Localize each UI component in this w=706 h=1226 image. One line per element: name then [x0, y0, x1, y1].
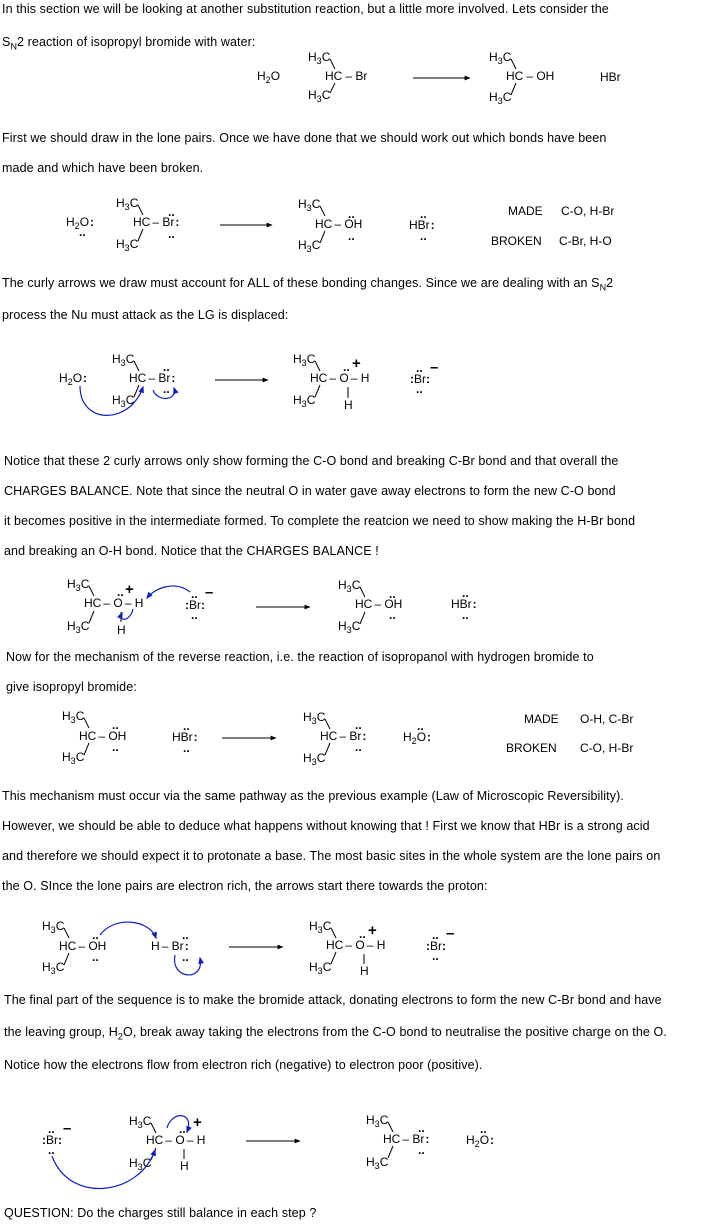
svg-text:H3C: $H_3C$: [489, 50, 512, 66]
svg-text:H3C: $H_3C$: [112, 393, 135, 409]
svg-text:H3C: $H_3C$: [62, 709, 85, 725]
svg-text:H3C: $H_3C$: [112, 352, 135, 368]
paragraph-pathway-line3: and therefore we should expect it to protonate a base. The most basic sites in the whole system are the lone pairs on: [2, 849, 661, 863]
svg-text:..: ..: [48, 1122, 55, 1136]
svg-text:H3C: $H_3C$: [129, 1156, 152, 1172]
svg-text:–: –: [446, 925, 455, 942]
svg-text:H3C: $H_3C$: [42, 919, 65, 935]
svg-text:..: ..: [168, 205, 175, 219]
svg-text:..: ..: [92, 950, 99, 964]
scheme-5: [62, 709, 633, 767]
svg-text:H3C: $H_3C$: [338, 619, 361, 635]
curly-arrow-proton-abstraction: [147, 586, 190, 598]
svg-text:..: ..: [462, 608, 469, 622]
svg-text:..: ..: [48, 1143, 55, 1157]
svg-text:HC– O– H: HC – O – H: [146, 1133, 206, 1147]
svg-text:HC– Br:: HC – Br:: [133, 215, 180, 229]
svg-text:H3C: $H_3C$: [308, 50, 331, 66]
svg-text:..: ..: [183, 741, 190, 755]
svg-text:H3C: $H_3C$: [67, 619, 90, 635]
svg-text:..: ..: [462, 586, 469, 600]
svg-text:..: ..: [168, 227, 175, 241]
svg-text:H3C: $H_3C$: [489, 90, 512, 106]
made-value-2: O-H, C-Br: [580, 712, 634, 726]
svg-text:H3C: $H_3C$: [42, 960, 65, 976]
isopropanol: [489, 50, 554, 106]
svg-text:H3C: $H_3C$: [298, 238, 321, 254]
paragraph-intro-line1: In this section we will be looking at another substitution reaction, but a little more involved. Lets consider the: [2, 2, 609, 16]
paragraph-curly-arrows-line2: process the Nu must attack as the LG is displaced:: [2, 308, 289, 322]
svg-text:..: ..: [417, 719, 424, 733]
scheme-1: [257, 50, 621, 106]
svg-text:H3C: $H_3C$: [309, 960, 332, 976]
svg-text:..: ..: [343, 360, 350, 374]
svg-text:H3C: $H_3C$: [303, 710, 326, 726]
svg-text:HC– OH: HC – OH: [79, 729, 127, 743]
svg-text:..: ..: [389, 587, 396, 601]
svg-text::Br:: :Br:: [185, 598, 205, 612]
svg-text:H: H: [117, 623, 126, 637]
scheme-4: [67, 577, 477, 637]
svg-text:..: ..: [480, 1122, 487, 1136]
svg-text:H3C: $H_3C$: [116, 237, 139, 253]
svg-text:H3C: $H_3C$: [293, 352, 316, 368]
paragraph-reverse-line2: give isopropyl bromide:: [6, 680, 137, 694]
svg-text:..: ..: [183, 719, 190, 733]
broken-value-1: C-Br, H-O: [559, 234, 612, 248]
svg-text:..: ..: [420, 207, 427, 221]
svg-text:HBr:: HBr:: [409, 218, 435, 232]
broken-value-2: C-O, H-Br: [580, 741, 634, 755]
svg-text:H3C: $H_3C$: [309, 919, 332, 935]
svg-text:H3C: $H_3C$: [338, 578, 361, 594]
svg-text:HC– Br:: HC – Br:: [320, 729, 367, 743]
svg-text:H3C: $H_3C$: [62, 750, 85, 766]
svg-text:..: ..: [182, 950, 189, 964]
svg-text:HC– Br:: HC – Br:: [383, 1132, 430, 1146]
made-label-1: MADE: [508, 204, 543, 218]
svg-text:HC– Br: HC – Br: [325, 69, 368, 83]
svg-text:H2O:: $H_2O$:: [59, 371, 88, 387]
svg-text:..: ..: [191, 608, 198, 622]
svg-text:H3C: $H_3C$: [308, 88, 331, 104]
paragraph-pathway-line2: However, we should be able to deduce what happens without knowing that ! First we know that HBr is a strong acid: [2, 819, 650, 833]
svg-text::Br:: :Br:: [42, 1133, 62, 1147]
svg-text:..: ..: [418, 1143, 425, 1157]
scheme-7: [42, 1113, 494, 1189]
svg-text:H3C: $H_3C$: [366, 1113, 389, 1129]
svg-text:H3C: $H_3C$: [293, 393, 316, 409]
made-label-2: MADE: [524, 712, 559, 726]
svg-text:..: ..: [432, 949, 439, 963]
svg-text:..: ..: [191, 587, 198, 601]
svg-text:..: ..: [79, 225, 86, 239]
svg-text:H: H: [360, 964, 369, 978]
svg-text:HC– OH: HC – OH: [59, 939, 107, 953]
paragraph-final-line1: The final part of the sequence is to make the bromide attack, donating electrons to form the new C-Br bond and have: [4, 993, 662, 1007]
svg-text:HC– O– H: HC – O – H: [326, 938, 386, 952]
question-text: QUESTION: Do the charges still balance in each step ?: [4, 1206, 317, 1220]
svg-text:H2O:: $H_2O$:: [66, 215, 95, 231]
svg-text:H: H: [344, 398, 353, 412]
paragraph-reverse-line1: Now for the mechanism of the reverse reaction, i.e. the reaction of isopropanol with hydrogen bromide to: [6, 650, 594, 664]
paragraph-notice-line3: it becomes positive in the intermediate formed. To complete the reatcion we need to show making the H-Br bond: [4, 514, 636, 528]
svg-text:H3C: $H_3C$: [129, 1114, 152, 1130]
svg-text::Br:: :Br:: [426, 939, 446, 953]
paragraph-notice-line4: and breaking an O-H bond. Notice that the CHARGES BALANCE !: [4, 544, 379, 558]
svg-text:+: +: [368, 922, 377, 939]
paragraph-lone-pairs-line2: made and which have been broken.: [2, 161, 204, 175]
svg-text:..: ..: [432, 928, 439, 942]
svg-text:H3C: $H_3C$: [298, 197, 321, 213]
svg-text:HBr:: HBr:: [451, 597, 477, 611]
isopropyl-bromide: [308, 50, 367, 104]
svg-text:..: ..: [163, 360, 170, 374]
paragraph-final-line3: Notice how the electrons flow from electron rich (negative) to electron poor (positive).: [4, 1058, 483, 1072]
paragraph-intro-line2: $S_N2$ reaction of isopropyl bromide with water:: [2, 35, 256, 52]
svg-text:..: ..: [416, 361, 423, 375]
made-value-1: C-O, H-Br: [561, 204, 615, 218]
svg-text:–: –: [430, 359, 439, 376]
svg-text:..: ..: [112, 740, 119, 754]
hbr-label: HBr: [600, 70, 621, 84]
svg-text:+: +: [125, 581, 134, 598]
svg-text:–: –: [63, 1120, 72, 1137]
svg-text:H3C: $H_3C$: [303, 751, 326, 767]
svg-text:H3C: $H_3C$: [67, 577, 90, 593]
curly-arrow-oh-break: [121, 609, 133, 619]
scheme-2: [66, 196, 614, 254]
paragraph-curly-arrows-line1: The curly arrows we draw must account for ALL of these bonding changes. Since we are dealing with an $S_N2$: [2, 276, 614, 293]
svg-text:..: ..: [420, 229, 427, 243]
svg-text:..: ..: [359, 927, 366, 941]
broken-label-1: BROKEN: [491, 234, 542, 248]
svg-text:..: ..: [179, 1122, 186, 1136]
paragraph-final-line2: the leaving group, $H_2O$, break away taking the electrons from the C-O bond to neutralise the positive charge on the O.: [4, 1025, 667, 1042]
svg-text:..: ..: [348, 207, 355, 221]
svg-text:HC– O– H: HC – O – H: [84, 596, 144, 610]
svg-text:..: ..: [355, 740, 362, 754]
broken-label-2: BROKEN: [506, 741, 557, 755]
svg-text:..: ..: [117, 585, 124, 599]
svg-text:+: +: [352, 355, 361, 372]
svg-text:H– Br:: H – Br:: [151, 939, 189, 953]
curly-arrow-protonation: [100, 922, 156, 938]
svg-text:..: ..: [418, 1121, 425, 1135]
svg-text:..: ..: [92, 928, 99, 942]
svg-text:HC– OH: HC – OH: [315, 217, 363, 231]
scheme-3: [59, 352, 438, 415]
svg-text:..: ..: [182, 928, 189, 942]
svg-text:+: +: [193, 1114, 202, 1131]
svg-text:H3C: $H_3C$: [116, 196, 139, 212]
water-label: $H_2O$: [257, 69, 281, 85]
svg-text:HC– O– H: HC – O – H: [310, 371, 370, 385]
paragraph-pathway-line4: the O. SInce the lone pairs are electron rich, the arrows start there towards the proton:: [2, 879, 488, 893]
paragraph-pathway-line1: This mechanism must occur via the same pathway as the previous example (Law of Microscopic Reversibility).: [2, 789, 624, 803]
paragraph-notice-line1: Notice that these 2 curly arrows only show forming the C-O bond and breaking C-Br bond and that overall the: [4, 454, 619, 468]
svg-text:HC– OH: HC – OH: [506, 69, 555, 83]
svg-text:HBr:: HBr:: [172, 730, 198, 744]
svg-text:..: ..: [416, 382, 423, 396]
svg-text:H2O:: $H_2O$:: [403, 730, 432, 746]
svg-text:H3C: $H_3C$: [366, 1155, 389, 1171]
svg-text:..: ..: [112, 718, 119, 732]
svg-text:..: ..: [163, 382, 170, 396]
scheme-6: [42, 919, 454, 978]
svg-text:..: ..: [355, 718, 362, 732]
svg-text::Br:: :Br:: [410, 372, 430, 386]
svg-text:H: H: [180, 1159, 189, 1173]
svg-text:H2O:: $H_2O$:: [466, 1133, 495, 1149]
svg-text:–: –: [205, 584, 214, 601]
paragraph-lone-pairs-line1: First we should draw in the lone pairs. Once we have done that we should work out which bonds have been: [2, 131, 607, 145]
svg-text:HC– OH: HC – OH: [355, 597, 403, 611]
svg-text:HC– Br:: HC – Br:: [129, 371, 176, 385]
svg-text:..: ..: [348, 229, 355, 243]
svg-text:..: ..: [389, 608, 396, 622]
paragraph-notice-line2: CHARGES BALANCE. Note that since the neutral O in water gave away electrons to form the new C-O bond: [4, 484, 616, 498]
